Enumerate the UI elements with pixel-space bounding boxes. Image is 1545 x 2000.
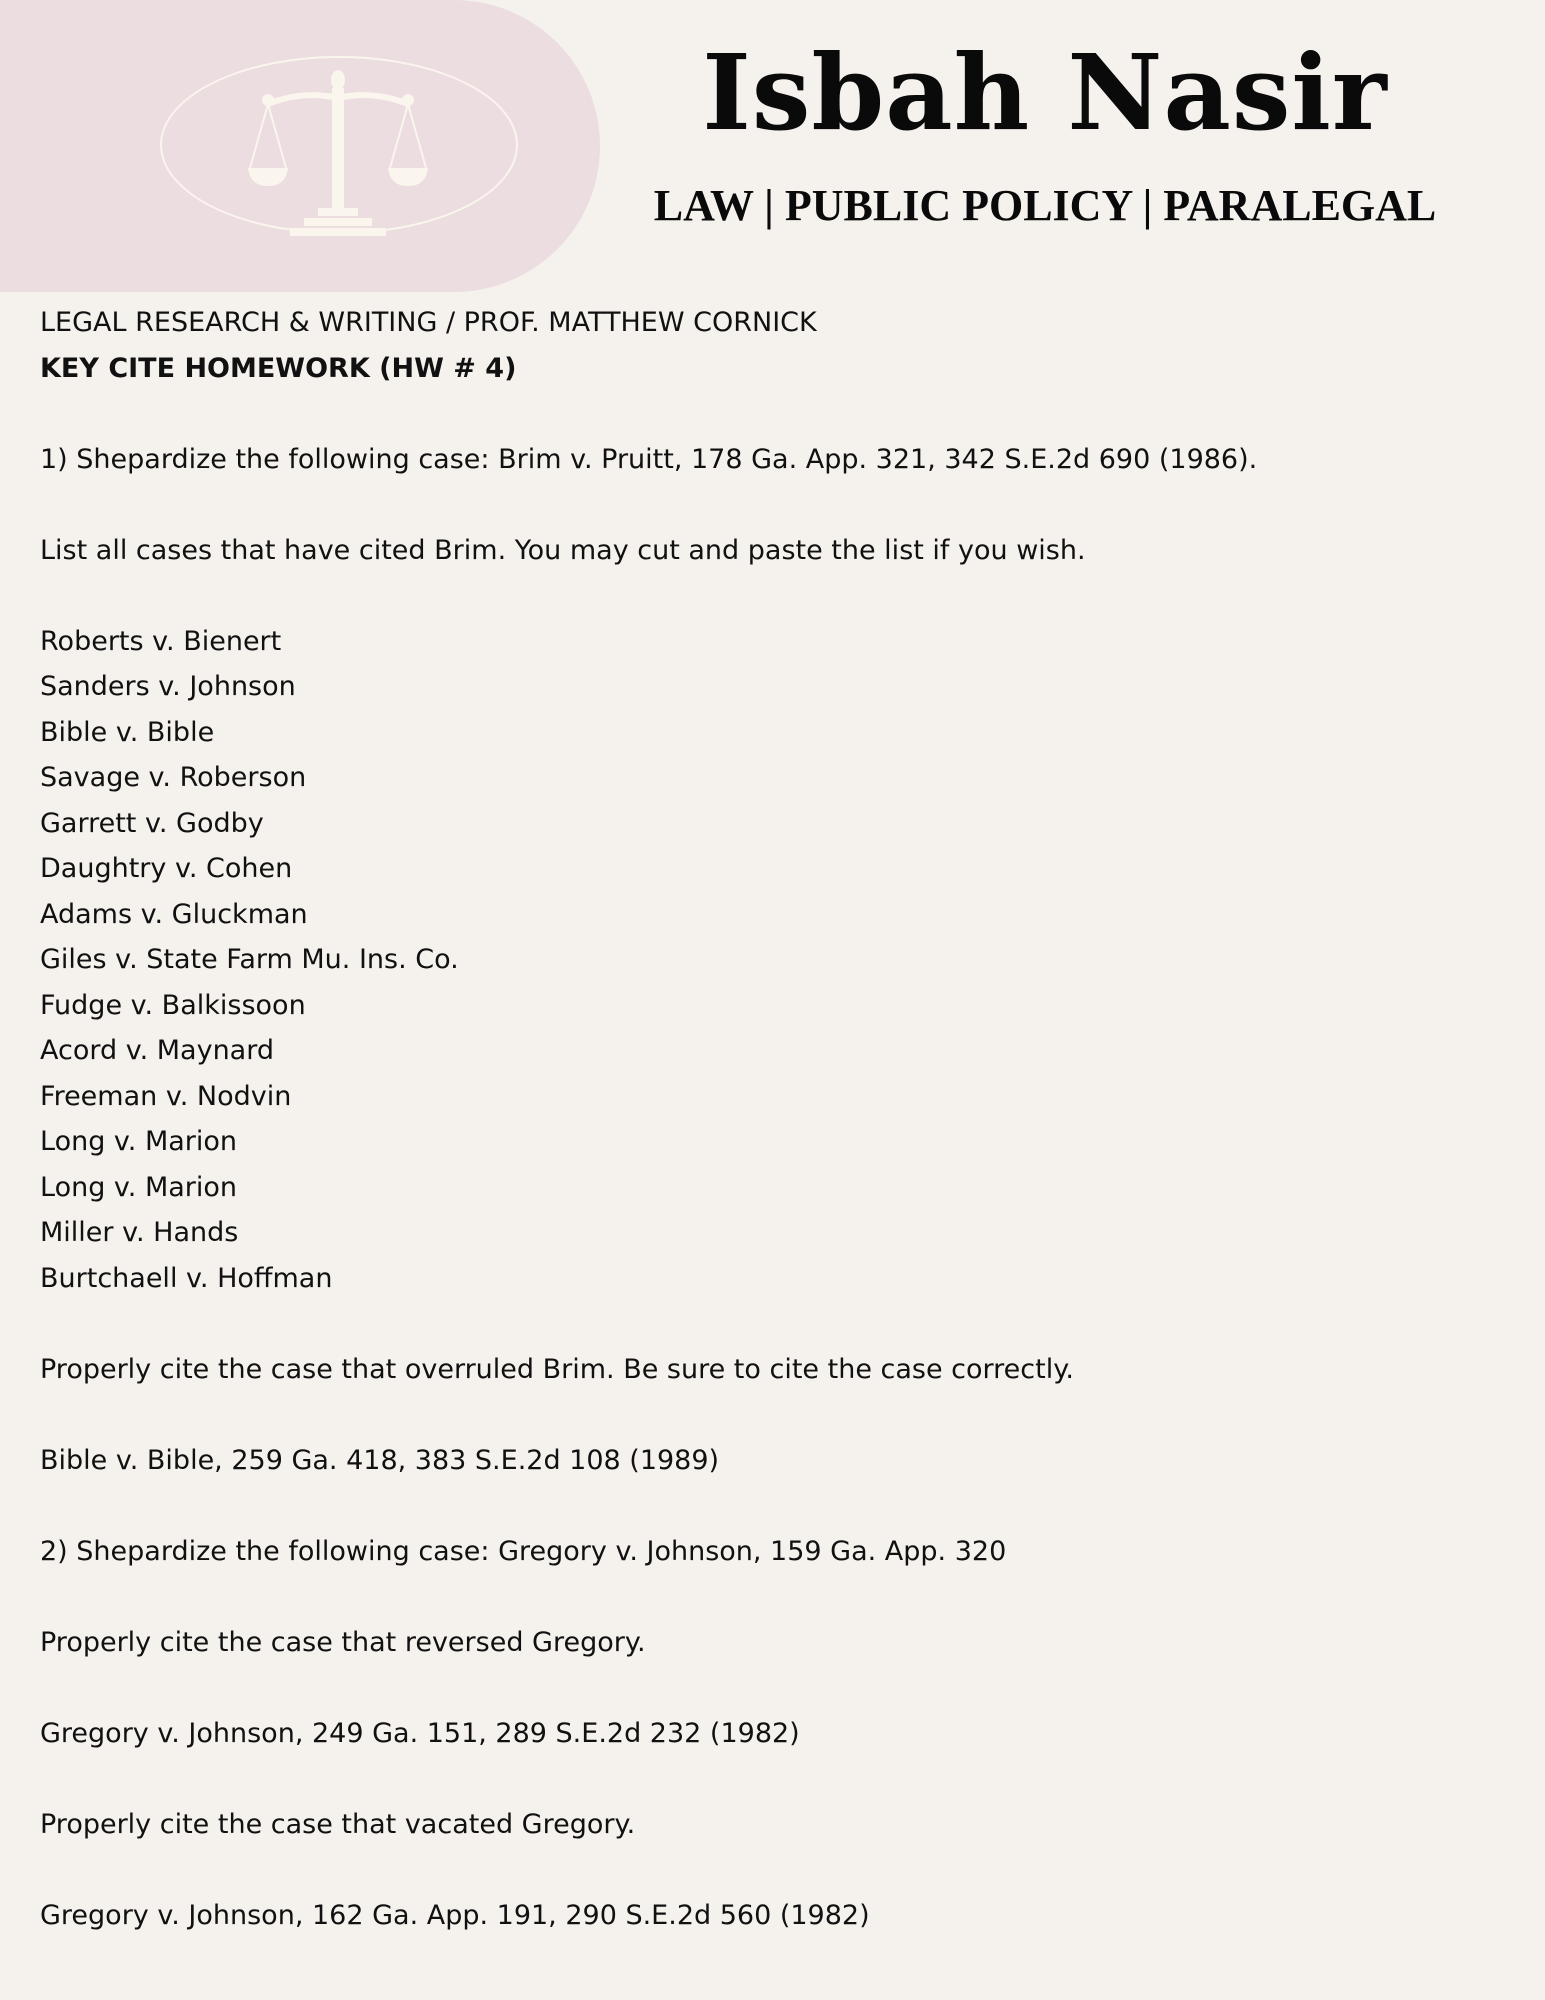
spacer bbox=[40, 391, 1500, 437]
homework-document bbox=[40, 300, 1500, 1938]
spacer bbox=[40, 482, 1500, 528]
citing-case-item: Garrett v. Godby bbox=[40, 807, 264, 839]
question-1-overruled-prompt: Properly cite the case that overruled Brim. Be sure to cite the case correctly. bbox=[40, 1353, 1074, 1385]
citing-case-item: Freeman v. Nodvin bbox=[40, 1080, 292, 1112]
citing-case-item: Fudge v. Balkissoon bbox=[40, 989, 306, 1021]
spacer bbox=[40, 1483, 1500, 1529]
spacer bbox=[40, 1301, 1500, 1347]
question-2-vacated-answer: Gregory v. Johnson, 162 Ga. App. 191, 290 S.E.2d 560 (1982) bbox=[40, 1899, 870, 1931]
question-2-vacated-prompt: Properly cite the case that vacated Gregory. bbox=[40, 1808, 636, 1840]
question-1-overruled-answer: Bible v. Bible, 259 Ga. 418, 383 S.E.2d 108 (1989) bbox=[40, 1444, 720, 1476]
spacer bbox=[40, 1392, 1500, 1438]
spacer bbox=[40, 1756, 1500, 1802]
assignment-title: KEY CITE HOMEWORK (HW # 4) bbox=[40, 352, 517, 384]
scales-of-justice-icon bbox=[248, 68, 428, 238]
name-subtitle: LAW | PUBLIC POLICY | PARALEGAL bbox=[653, 181, 1437, 230]
question-1-prompt: 1) Shepardize the following case: Brim v. Pruitt, 178 Ga. App. 321, 342 S.E.2d 690 (1986). bbox=[40, 443, 1258, 475]
citing-case-item: Daughtry v. Cohen bbox=[40, 853, 293, 884]
question-2-reversed-prompt: Properly cite the case that reversed Gregory. bbox=[40, 1626, 646, 1658]
citing-case-item: Burtchaell v. Hoffman bbox=[40, 1262, 333, 1294]
question-2-reversed-answer: Gregory v. Johnson, 249 Ga. 151, 289 S.E.2d 232 (1982) bbox=[40, 1717, 800, 1749]
spacer bbox=[40, 1847, 1500, 1893]
question-2-prompt: 2) Shepardize the following case: Gregory v. Johnson, 159 Ga. App. 320 bbox=[40, 1535, 1007, 1567]
citing-case-item: Bible v. Bible bbox=[40, 716, 215, 748]
question-1-list-instruction: List all cases that have cited Brim. You may cut and paste the list if you wish. bbox=[40, 534, 1086, 566]
spacer bbox=[40, 1574, 1500, 1620]
citing-case-item: Savage v. Roberson bbox=[40, 762, 307, 793]
citing-case-item: Miller v. Hands bbox=[40, 1217, 239, 1248]
citing-case-item: Long v. Marion bbox=[40, 1126, 238, 1157]
name-title: Isbah Nasir bbox=[702, 31, 1388, 154]
citing-case-item: Long v. Marion bbox=[40, 1171, 238, 1203]
citing-case-item: Acord v. Maynard bbox=[40, 1035, 274, 1066]
course-line: LEGAL RESEARCH & WRITING / PROF. MATTHEW CORNICK bbox=[40, 307, 817, 338]
citing-case-item: Roberts v. Bienert bbox=[40, 625, 282, 657]
spacer bbox=[40, 573, 1500, 619]
citing-case-item: Adams v. Gluckman bbox=[40, 898, 308, 930]
spacer bbox=[40, 1665, 1500, 1711]
citing-case-item: Giles v. State Farm Mu. Ins. Co. bbox=[40, 944, 459, 975]
citing-cases-list bbox=[40, 619, 1500, 1302]
citing-case-item: Sanders v. Johnson bbox=[40, 671, 296, 702]
